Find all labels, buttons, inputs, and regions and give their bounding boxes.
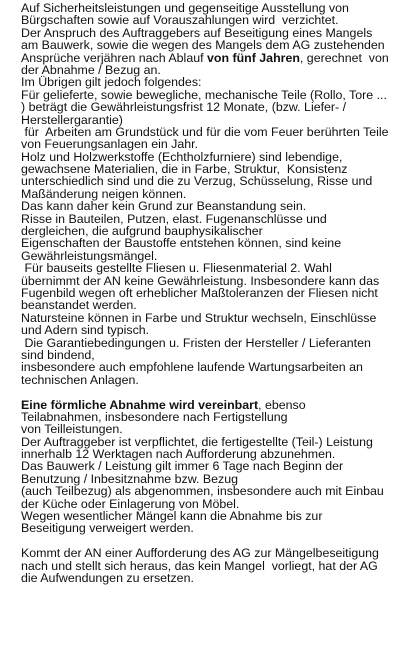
text-line: Benutzung / Inbesitznahme bzw. Bezug [21, 471, 238, 486]
text-line: Fugenbild wegen oft erheblicher Maßtoleranzen der Fliesen nicht [21, 285, 378, 300]
text-line: Im Übrigen gilt jedoch folgendes: [21, 75, 202, 90]
text-line: Wegen wesentlicher Mängel kann die Abnahme bis zur [21, 509, 323, 524]
document-body [21, 2, 401, 584]
text-line: Für bauseits gestellte Fliesen u. Fliesenmaterial 2. Wahl [21, 261, 332, 276]
text-line: ) beträgt die Gewährleistungsfrist 12 Monate, (bzw. Liefer- / [21, 100, 347, 115]
text-line: Das Bauwerk / Leistung gilt immer 6 Tage nach Beginn der [21, 459, 344, 474]
text-line: am Bauwerk, sowie die wegen des Mangels dem AG zustehenden [21, 38, 385, 53]
text-line: innerhalb 12 Werktagen nach Aufforderung abzunehmen. [21, 447, 336, 462]
text-segment: Ansprüche verjähren nach Ablauf [21, 50, 207, 65]
text-line: Der Auftraggeber ist verpflichtet, die fertigestellte (Teil-) Leistung [21, 434, 373, 449]
text-line: Natursteine können in Farbe und Struktur wechseln, Einschlüsse [21, 310, 377, 325]
text-line: gewachsene Materialien, die in Farbe, Struktur, Konsistenz [21, 162, 348, 177]
text-line: Herstellergarantie) [21, 112, 123, 127]
text-line: nach und stellt sich heraus, das kein Mangel vorliegt, hat der AG [21, 558, 378, 573]
text-line: Holz und Holzwerkstoffe (Echtholzfurniere) sind lebendige, [21, 149, 343, 164]
text-line: unterschiedlich sind und die zu Verzug, Schüsselung, Risse und [21, 174, 373, 189]
text-line: Für gelieferte, sowie bewegliche, mechanische Teile (Rollo, Tore ... [21, 87, 387, 102]
bold-text-segment: von fünf Jahren [206, 50, 300, 65]
bold-text-segment: Eine förmliche Abnahme wird vereinbart [21, 397, 259, 412]
text-line: Risse in Bauteilen, Putzen, elast. Fugenanschlüsse und [21, 211, 327, 226]
text-line: für Arbeiten am Grundstück und für die vom Feuer berührten Teile [21, 124, 389, 139]
text-line: von Feuerungsanlagen ein Jahr. [21, 137, 199, 152]
text-line: Das kann daher kein Grund zur Beanstandung sein. [21, 199, 307, 214]
text-line: der Abnahme / Bezug an. [21, 62, 161, 77]
text-segment: , gerechnet von [299, 50, 389, 65]
text-line: Auf Sicherheitsleistungen und gegenseitige Ausstellung von [21, 1, 349, 15]
text-line: und Adern sind typisch. [21, 323, 150, 338]
text-segment: , ebenso [258, 397, 306, 412]
text-line: Teilabnahmen, insbesondere nach Fertigstellung [21, 409, 288, 424]
text-line: Kommt der AN einer Aufforderung des AG zur Mängelbeseitigung [21, 546, 379, 561]
text-line: Gewährleistungsmängel. [21, 248, 158, 263]
text-line: dergleichen, die aufgrund bauphysikalischer [21, 224, 263, 239]
text-line: übernimmt der AN keine Gewährleistung. Insbesondere kann das [21, 273, 380, 288]
text-line: Der Anspruch des Auftraggebers auf Beseitigung eines Mangels [21, 25, 373, 40]
text-line: (auch Teilbezug) als abgenommen, insbesondere auch mit Einbau [21, 484, 384, 499]
text-line: von Teilleistungen. [21, 422, 123, 437]
text-line: Die Garantiebedingungen u. Fristen der Hersteller / Lieferanten [21, 335, 371, 350]
text-line: Beseitigung verweigert werden. [21, 521, 194, 536]
text-line: die Aufwendungen zu ersetzen. [21, 570, 194, 585]
text-line: beanstandet werden. [21, 298, 137, 313]
text-line: der Küche oder Einlagerung von Möbel. [21, 496, 240, 511]
text-line: Maßänderung neigen können. [21, 186, 187, 201]
text-line: Bürgschaften sowie auf Vorauszahlungen wird verzichtet. [21, 13, 339, 28]
text-line: sind bindend, [21, 347, 95, 362]
text-line: Eigenschaften der Baustoffe entstehen können, sind keine [21, 236, 342, 251]
text-line: technischen Anlagen. [21, 372, 139, 387]
text-line: insbesondere auch empfohlene laufende Wartungsarbeiten an [21, 360, 363, 375]
